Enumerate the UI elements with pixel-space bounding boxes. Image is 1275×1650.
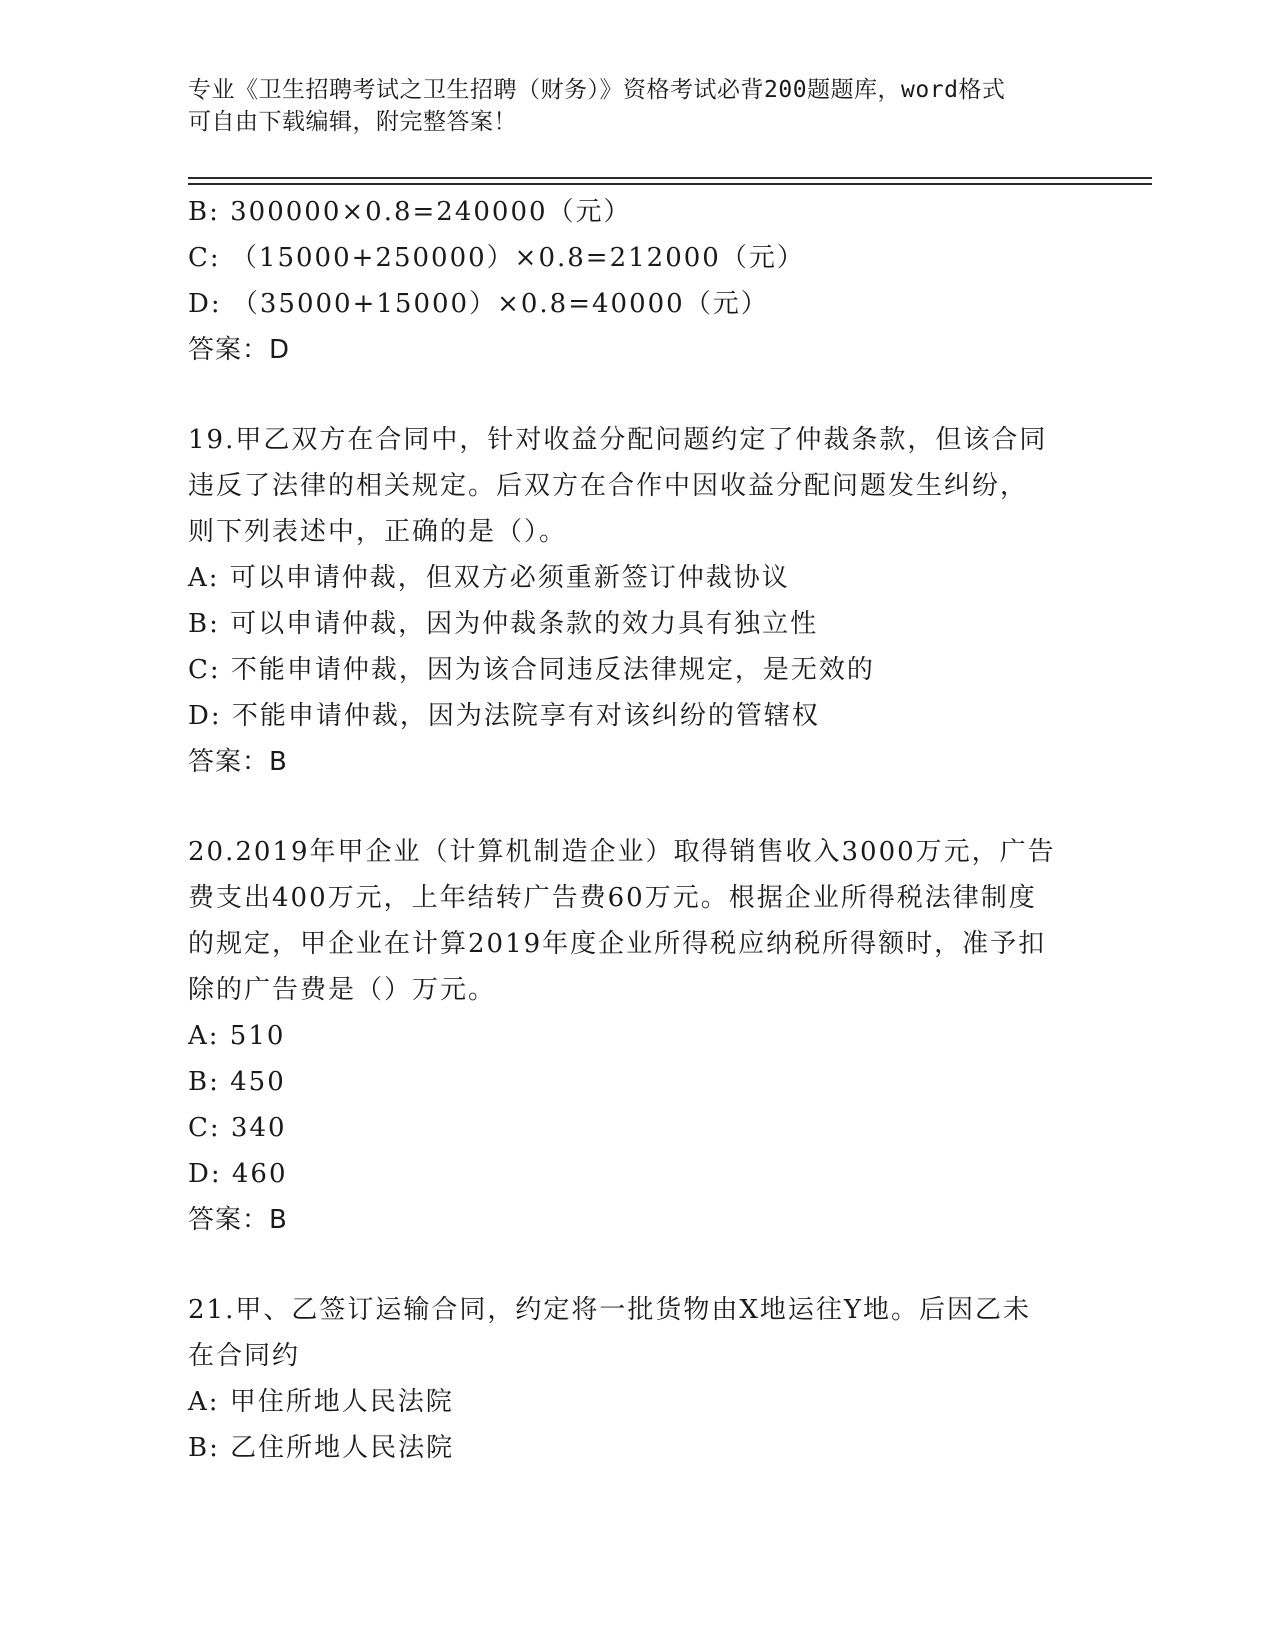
question-stem-line: 在合同约	[188, 1341, 301, 1371]
answer-line: 答案：B	[188, 1205, 288, 1235]
question-20	[188, 829, 1088, 1243]
option-a: A: 甲住所地人民法院	[188, 1387, 454, 1417]
option-b: B: 450	[188, 1067, 286, 1097]
option-c: C: 340	[188, 1113, 287, 1143]
option-a: A: 可以申请仲裁，但双方必须重新签订仲裁协议	[188, 563, 790, 593]
option-d: D: 不能申请仲裁，因为法院享有对该纠纷的管辖权	[188, 701, 820, 731]
question-stem-line: 除的广告费是（）万元。	[188, 975, 497, 1005]
document-header	[188, 74, 1068, 138]
answer-line: 答案：D	[188, 335, 291, 365]
question-18-tail	[188, 189, 1088, 373]
question-21	[188, 1287, 1088, 1471]
option-b: B: 乙住所地人民法院	[188, 1433, 455, 1463]
question-stem-line: 违反了法律的相关规定。后双方在合作中因收益分配问题发生纠纷，	[188, 471, 1029, 501]
question-stem-line: 19.甲乙双方在合同中，针对收益分配问题约定了仲裁条款，但该合同	[188, 425, 1048, 455]
header-divider-bottom	[188, 183, 1152, 185]
question-stem-line: 20.2019年甲企业（计算机制造企业）取得销售收入3000万元，广告	[188, 837, 1056, 867]
option-a: A: 510	[188, 1021, 286, 1051]
header-title-line-2: 可自由下载编辑，附完整答案！	[188, 109, 517, 135]
header-divider-top	[188, 177, 1152, 179]
option-d: D: （35000+15000）×0.8=40000（元）	[188, 289, 769, 319]
option-d: D: 460	[188, 1159, 288, 1189]
question-19	[188, 417, 1088, 785]
header-title-line-1: 专业《卫生招聘考试之卫生招聘（财务）》资格考试必背200题题库，word格式	[188, 77, 1006, 103]
question-spacer	[188, 1243, 1088, 1287]
question-spacer	[188, 785, 1088, 829]
question-stem-line: 的规定，甲企业在计算2019年度企业所得税应纳税所得额时，准予扣	[188, 929, 1047, 959]
option-b: B: 可以申请仲裁，因为仲裁条款的效力具有独立性	[188, 609, 819, 639]
question-spacer	[188, 373, 1088, 417]
question-stem-line: 21.甲、乙签订运输合同，约定将一批货物由X地运往Y地。后因乙未	[188, 1295, 1032, 1325]
question-list	[188, 189, 1088, 1471]
question-stem-line: 费支出400万元，上年结转广告费60万元。根据企业所得税法律制度	[188, 883, 1037, 913]
option-c: C: 不能申请仲裁，因为该合同违反法律规定，是无效的	[188, 655, 875, 685]
question-stem-line: 则下列表述中，正确的是（）。	[188, 517, 568, 547]
answer-line: 答案：B	[188, 747, 288, 777]
option-b: B: 300000×0.8=240000（元）	[188, 197, 632, 227]
option-c: C: （15000+250000）×0.8=212000（元）	[188, 243, 805, 273]
